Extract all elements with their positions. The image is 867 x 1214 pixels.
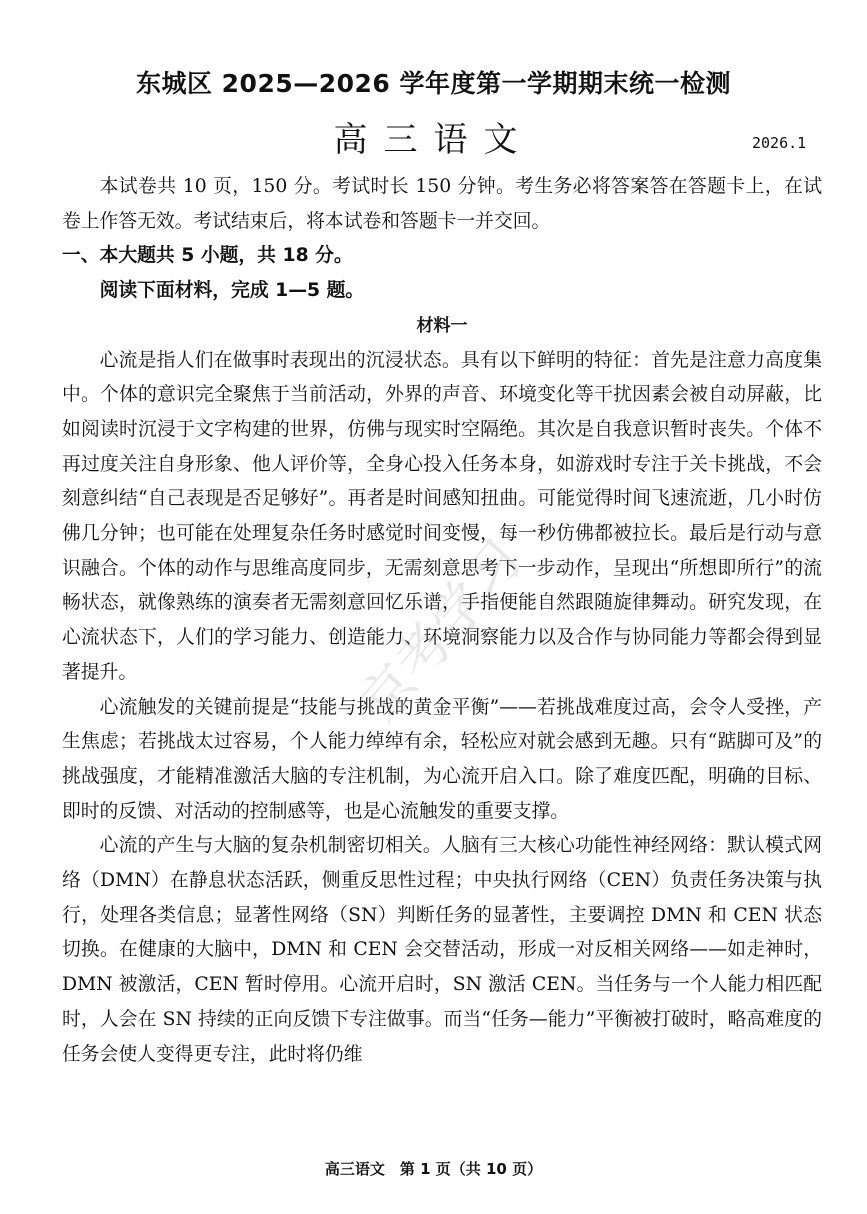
- read-prompt: 阅读下面材料，完成 1—5 题。: [99, 280, 365, 302]
- subject-title: 高三语文: [333, 120, 534, 160]
- exam-body: [62, 170, 822, 1072]
- watermark-image: 京考学习: [347, 528, 535, 735]
- material-paragraph-1: 心流是指人们在做事时表现出的沉浸状态。具有以下鲜明的特征：首先是注意力高度集中。个体的意识完全聚焦于当前活动，外界的声音、环境变化等干扰因素会被自动屏蔽，比如阅读时沉浸于文字构建的世界，仿佛与现实时空隔绝。其次是自我意识暂时丧失。个体不再过度关注自身形象、他人评价等，全身心投入任务本身，如游戏时专注于关卡挑战，不会刻意纠结“自己表现是否足够好”。再者是时间感知扭曲。可能觉得时间飞速流逝，几小时仿佛几分钟；也可能在处理复杂任务时感觉时间变慢，每一秒仿佛都被拉长。最后是行动与意识融合。个体的动作与思维高度同步，无需刻意思考下一步动作，呈现出“所想即所行”的流畅状态，就像熟练的演奏者无需刻意回忆乐谱，手指便能自然跟随旋律舞动。研究发现，在心流状态下，人们的学习能力、创造能力、环境洞察能力以及合作与协同能力等都会得到显著提升。: [62, 349, 822, 683]
- material-paragraph-3: 心流的产生与大脑的复杂机制密切相关。人脑有三大核心功能性神经网络：默认模式网络（DMN）在静息状态活跃，侧重反思性过程；中央执行网络（CEN）负责任务决策与执行，处理各类信息；显著性网络（SN）判断任务的显著性，主要调控 DMN 和 CEN 状态切换。在健康的大脑中，DMN 和 CEN 会交替活动，形成一对反相关网络——如走神时，DMN 被激活，CEN 暂时停用。心流开启时，SN 激活 CEN。当任务与一个人能力相匹配时，人会在 SN 持续的正向反馈下专注做事。而当“任务—能力”平衡被打破时，略高难度的任务会使人变得更专注，此时将仍维: [62, 835, 822, 1065]
- page-footer: 高三语文 第 1 页（共 10 页）: [324, 1160, 543, 1178]
- exam-title: 东城区 2025—2026 学年度第一学期期末统一检测: [135, 69, 732, 98]
- instructions-intro: 本试卷共 10 页，150 分。考试时长 150 分钟。考生务必将答案答在答题卡上，在试卷上作答无效。考试结束后，将本试卷和答题卡一并交回。: [62, 176, 822, 232]
- material-paragraph-2: 心流触发的关键前提是“技能与挑战的黄金平衡”——若挑战难度过高，会令人受挫，产生焦虑；若挑战太过容易，个人能力绰绰有余，轻松应对就会感到无趣。只有“踮脚可及”的挑战强度，才能精准激活大脑的专注机制，为心流开启入口。除了难度匹配，明确的目标、即时的反馈、对活动的控制感等，也是心流触发的重要支撑。: [62, 696, 822, 822]
- exam-date: 2026.1: [752, 134, 807, 152]
- material-heading: 材料一: [416, 315, 468, 336]
- section-one-heading: 一、本大题共 5 小题，共 18 分。: [62, 245, 353, 267]
